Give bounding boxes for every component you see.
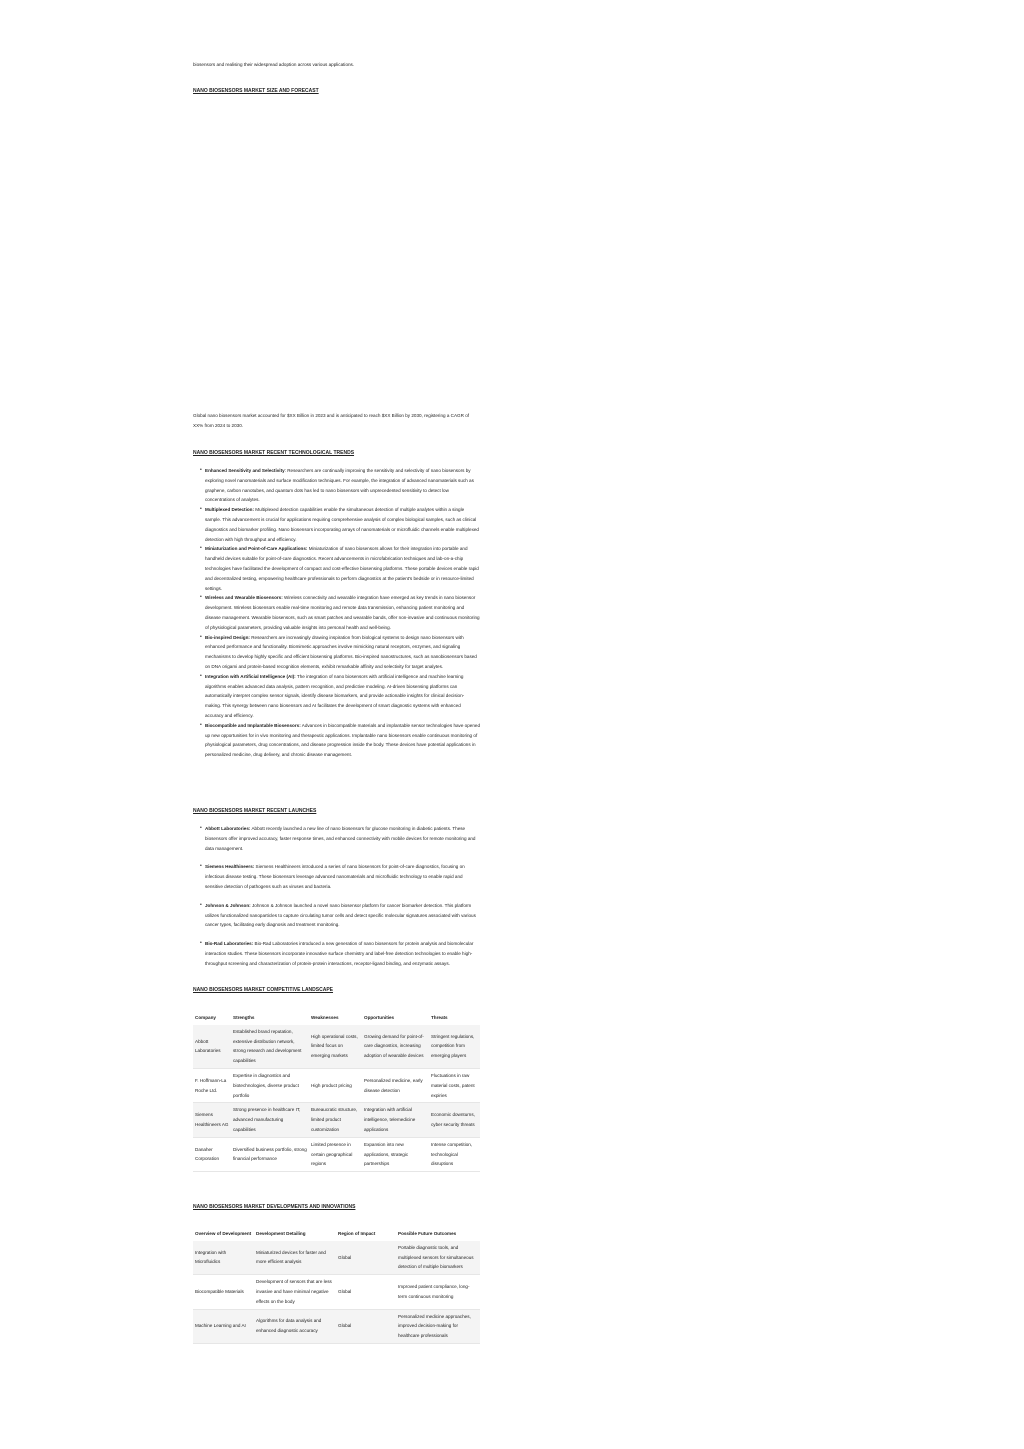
list-item-title: Abbott Laboratories:	[205, 826, 251, 831]
column-header: Possible Future Outcomes	[398, 1231, 457, 1236]
recent-launches-list	[193, 824, 480, 978]
table-cell: Miniaturized devices for faster and more efficient analysis	[256, 1249, 326, 1265]
list-item-title: Johnson & Johnson:	[205, 902, 251, 908]
market-size-text: Global nano biosensors market accounted for $XX Billion in 2023 and is anticipated to reach $XX Billion by 2030, registering a CAGR of XX% from 2024 to 2030.	[193, 413, 470, 428]
column-header: Weaknesses	[311, 1015, 339, 1020]
table-cell: Integration with Microfluidics	[195, 1249, 227, 1265]
table-cell: Growing demand for point-of-care diagnostics, increasing adoption of wearable devices	[364, 1033, 424, 1059]
list-item	[193, 633, 480, 672]
table-cell: Economic downturns, cyber security threats	[431, 1112, 475, 1128]
table-cell: Bureaucratic structure, limited product customization	[311, 1107, 358, 1132]
list-item	[193, 544, 480, 593]
table-cell: Personalized medicine, early disease detection	[364, 1077, 423, 1093]
list-item-text: Bio-Rad Laboratories introduced a new generation of nano biosensors for protein analysis and biomolecular interaction studies. These biosensors incorporate innovative surface chemistry and label-free detection technologies to enable high-throughput screening and characterization of protein-protein interactions, receptor-ligand binding, and enzymatic assays.	[205, 941, 474, 966]
table-row	[193, 1241, 480, 1275]
table-cell: Abbott Laboratories	[195, 1038, 221, 1054]
table-cell: Global	[338, 1323, 352, 1329]
table-cell: F. Hoffmann-La Roche Ltd.	[195, 1077, 227, 1093]
list-item	[193, 505, 480, 544]
column-header: Region of Impact	[338, 1231, 376, 1236]
tech-trends-list	[193, 466, 480, 760]
table-cell: High operational costs, limited focus on emerging markets	[311, 1033, 358, 1059]
list-item-text: Wireless connectivity and wearable integration have emerged as key trends in nano biosensor development. Wireless biosensors enable real-time monitoring and remote data transmission, enhancing patient monitoring and disease management. Wearable biosensors, such as smart patches and wearable bands, offer non-invasive and continuous monitoring of physiological parameters, providing valuable insights into personal health and well-being.	[205, 595, 480, 630]
table-cell: Established brand reputation, extensive distribution network, strong research and development capabilities	[233, 1028, 302, 1064]
column-header: Overview of Development	[195, 1231, 252, 1236]
list-item-title: Bio-inspired Design:	[205, 634, 250, 640]
table-cell: Biocompatible Materials	[195, 1288, 244, 1294]
list-item	[193, 901, 480, 930]
table-cell: Expertise in diagnostics and biotechnologies, diverse product portfolio	[233, 1072, 299, 1098]
table-row	[193, 1137, 480, 1171]
table-cell: Global	[338, 1288, 352, 1294]
list-item-title: Integration with Artificial Intelligence (AI):	[205, 673, 296, 679]
list-item	[193, 593, 480, 632]
competitive-landscape-table	[193, 1011, 480, 1172]
list-item-title: Bio-Rad Laboratories:	[205, 941, 254, 947]
table-cell: Strong presence in healthcare IT, advanced manufacturing capabilities	[233, 1107, 301, 1132]
column-header: Strengths	[233, 1015, 255, 1020]
intro-text: biosensors and realising their widespread adoption across various applications.	[193, 62, 355, 67]
list-item-text: Researchers are increasingly drawing inspiration from biological systems to design nano biosensors with enhanced performance and functionality. Biomimetic approaches involve mimicking natural receptors, enzymes, and signaling mechanisms to develop highly specific and efficient biosensing platforms. Bio-inspired nanostructures, such as nanobiosensors based on DNA origami and protein-based recognition elements, exhibit remarkable affinity and selectivity for target analytes.	[205, 634, 477, 669]
list-item	[193, 862, 480, 891]
column-header: Company	[195, 1015, 216, 1020]
table-cell: Portable diagnostic tools, and multiplexed sensors for simultaneous detection of multiple biomarkers	[398, 1244, 474, 1270]
table-cell: High product pricing	[311, 1082, 352, 1088]
list-item-text: Johnson & Johnson launched a novel nano biosensor platform for cancer biomarker detection. This platform utilizes functionalized nanoparticles to capture circulating tumor cells and detect specific molecular signatures associated with various cancer types, facilitating early diagnosis and treatment monitoring.	[205, 902, 476, 928]
list-item	[193, 824, 480, 853]
table-cell: Improved patient compliance, long-term continuous monitoring	[398, 1284, 470, 1299]
table-cell: Stringent regulations, competition from emerging players	[431, 1033, 475, 1059]
table-cell: Diversified business portfolio, strong financial performance	[233, 1146, 307, 1162]
table-cell: Fluctuations in raw material costs, patent expiries	[431, 1072, 475, 1098]
heading-competitive-landscape: NANO BIOSENSORS MARKET COMPETITIVE LANDSCAPE	[193, 987, 334, 993]
list-item-text: Miniaturization of nano biosensors allows for their integration into portable and handheld devices suitable for point-of-care diagnostics. Recent advancements in microfabrication techniques and lab-on-a-chip technologies have facilitated the development of compact and cost-effective biosensing platforms. These portable devices enable rapid and decentralized testing, empowering healthcare professionals to perform diagnostics at the patient's bedside or in resource-limited settings.	[205, 546, 479, 591]
list-item-title: Biocompatible and Implantable Biosensors:	[205, 722, 301, 728]
heading-market-size: NANO BIOSENSORS MARKET SIZE AND FORECAST	[193, 88, 319, 94]
list-item-text: Advances in biocompatible materials and implantable sensor technologies have opened up new opportunities for in vivo monitoring and therapeutic applications. Implantable nano biosensors enable continuous monitoring of physiological parameters, drug concentrations, and disease progression inside the body. These devices have potential applications in personalized medicine, drug delivery, and chronic disease management.	[205, 722, 481, 758]
list-item-text: The integration of nano biosensors with artificial intelligence and machine learning algorithms enables advanced data analysis, pattern recognition, and predictive modeling. AI-driven biosensing platforms can automatically interpret complex sensor signals, identify disease biomarkers, and provide actionable insights for clinical decision-making. This synergy between nano biosensors and AI facilitates the development of smart diagnostic systems with enhanced accuracy and efficiency.	[205, 673, 465, 718]
list-item-text: Abbott recently launched a new line of nano biosensors for glucose monitoring in diabetic patients. These biosensors offer improved accuracy, faster response times, and enhanced connectivity with mobile devices for remote monitoring and data management.	[205, 826, 476, 851]
heading-tech-trends: NANO BIOSENSORS MARKET RECENT TECHNOLOGICAL TRENDS	[193, 450, 355, 456]
table-cell: Integration with artificial intelligence, telemedicine applications	[364, 1107, 416, 1132]
list-item-text: Siemens Healthineers introduced a series of nano biosensors for point-of-care diagnostics, focusing on infectious disease testing. These biosensors leverage advanced nanomaterials and microfluidic technology to enable rapid and sensitive detection of pathogens such as viruses and bacteria.	[205, 864, 465, 889]
table-cell: Personalized medicine approaches, improved decision-making for healthcare professionals	[398, 1313, 471, 1339]
column-header: Threats	[431, 1015, 448, 1020]
list-item	[193, 672, 480, 721]
list-item	[193, 721, 480, 760]
table-cell: Danaher Corporation	[195, 1146, 220, 1162]
developments-table	[193, 1227, 480, 1344]
table-cell: Algorithms for data analysis and enhanced diagnostic accuracy	[256, 1318, 322, 1334]
list-item-title: Enhanced Sensitivity and Selectivity	[205, 468, 285, 473]
list-item-title: Miniaturization and Point-of-Care Applications:	[205, 546, 308, 552]
table-cell: Intense competition, technological disruptions	[431, 1141, 473, 1167]
heading-developments: NANO BIOSENSORS MARKET DEVELOPMENTS AND INNOVATIONS	[193, 1204, 356, 1210]
table-cell: Machine Learning and AI	[195, 1323, 246, 1329]
table-cell: Expansion into new applications, strategic partnerships	[364, 1141, 409, 1167]
column-header: Opportunities	[364, 1015, 395, 1020]
list-item-text: Multiplexed detection capabilities enable the simultaneous detection of multiple analytes within a single sample. This advancement is crucial for applications requiring comprehensive analysis of complex biological samples, such as clinical diagnostics and biomarker profiling. Nano biosensors incorporating arrays of nanomaterials or microfluidic channels enable multiplexed detection with high throughput and efficiency.	[205, 507, 479, 542]
heading-recent-launches: NANO BIOSENSORS MARKET RECENT LAUNCHES	[193, 808, 317, 814]
table-cell: Limited presence in certain geographical regions	[311, 1141, 353, 1167]
list-item	[193, 466, 480, 505]
list-item	[193, 939, 480, 968]
table-row	[193, 1309, 480, 1343]
table-row	[193, 1025, 480, 1069]
column-header: Development Detailing	[256, 1231, 306, 1236]
table-cell: Siemens Healthineers AG	[195, 1112, 229, 1128]
list-item-title: Multiplexed Detection:	[205, 507, 255, 513]
table-row	[193, 1275, 480, 1309]
table-row	[193, 1068, 480, 1102]
list-item-title: Siemens Healthineers:	[205, 864, 255, 870]
table-row	[193, 1103, 480, 1137]
list-item-title: Wireless and Wearable Biosensors:	[205, 595, 283, 601]
list-item-text: : Researchers are continually improving the sensitivity and selectivity of nano biosensors by exploring novel nanomaterials and surface modification techniques. For example, the integration of advanced nanomaterials such as graphene, carbon nanotubes, and quantum dots has led to nano biosensors with unprecedented sensitivity to detect low concentrations of analytes.	[205, 468, 474, 503]
table-cell: Development of sensors that are less invasive and have minimal negative effects on the body	[256, 1279, 332, 1304]
table-cell: Global	[338, 1254, 352, 1260]
